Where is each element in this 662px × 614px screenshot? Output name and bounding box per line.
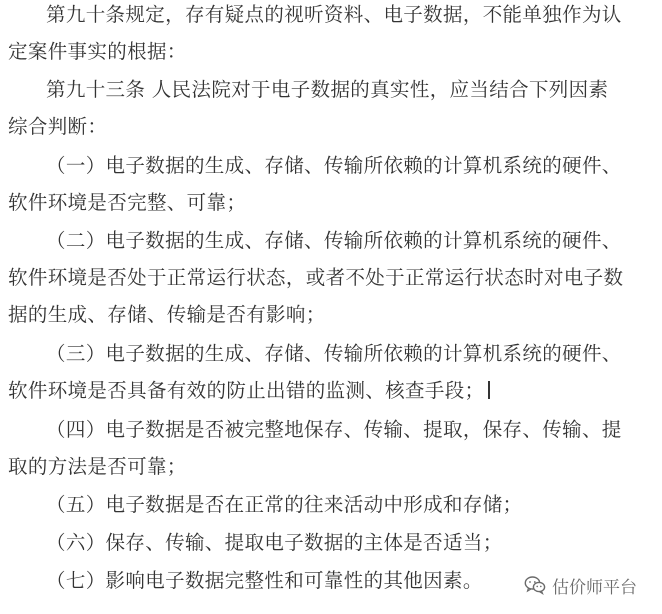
paragraph-line: 第九十条规定，存有疑点的视听资料、电子数据，不能单独作为认 xyxy=(46,3,622,26)
paragraph-line: （四）电子数据是否被完整地保存、传输、提取，保存、传输、提 xyxy=(46,418,622,441)
paragraph-line: （三）电子数据的生成、存储、传输所依赖的计算机系统的硬件、 xyxy=(46,342,622,365)
paragraph-line-text: 软件环境是否具备有效的防止出错的监测、核查手段； xyxy=(8,379,485,402)
paragraph-line: （五）电子数据是否在正常的往来活动中形成和存储； xyxy=(46,493,523,516)
paragraph-line: 软件环境是否完整、可靠； xyxy=(8,191,247,214)
watermark xyxy=(524,570,637,600)
wechat-icon xyxy=(524,575,546,595)
paragraph-line: 取的方法是否可靠； xyxy=(8,455,187,478)
text-cursor xyxy=(488,381,490,399)
paragraph-line: （一）电子数据的生成、存储、传输所依赖的计算机系统的硬件、 xyxy=(46,154,622,177)
paragraph-line: （七）影响电子数据完整性和可靠性的其他因素。 xyxy=(46,569,483,592)
paragraph-line: 第九十三条 人民法院对于电子数据的真实性，应当结合下列因素 xyxy=(46,78,609,101)
paragraph-line[interactable] xyxy=(8,376,490,406)
paragraph-line: 定案件事实的根据： xyxy=(8,40,187,63)
paragraph-line: 软件环境是否处于正常运行状态，或者不处于正常运行状态时对电子数 xyxy=(8,266,624,289)
paragraph-line: 据的生成、存储、传输是否有影响； xyxy=(8,303,326,326)
paragraph-line: 综合判断： xyxy=(8,115,108,138)
watermark-text: 估价师平台 xyxy=(552,577,637,598)
paragraph-line: （六）保存、传输、提取电子数据的主体是否适当； xyxy=(46,531,503,554)
paragraph-line: （二）电子数据的生成、存储、传输所依赖的计算机系统的硬件、 xyxy=(46,229,622,252)
